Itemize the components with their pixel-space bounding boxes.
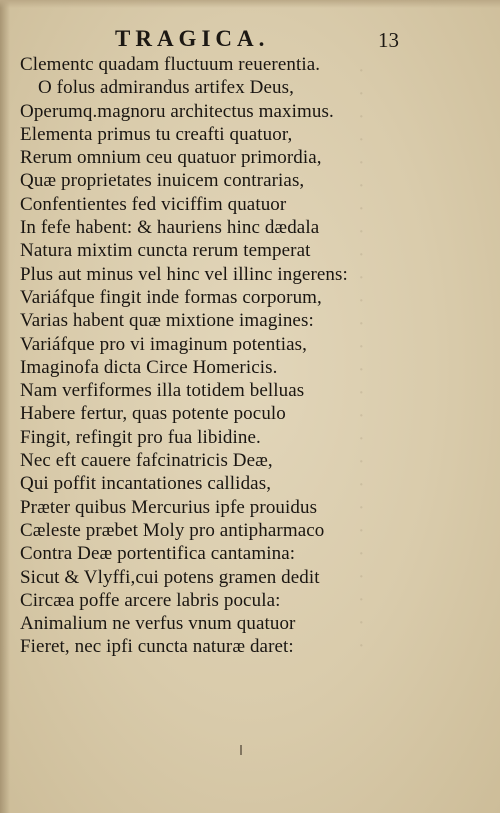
- verse-line: Habere fertur, quas potente poculo: [20, 403, 286, 425]
- verse-line: Elementa primus tu creafti quatuor,: [20, 123, 293, 145]
- verse-line: Contra Deæ portentifica cantamina:: [20, 543, 296, 565]
- verse-line: Fingit, refingit pro fua libidine.: [20, 426, 261, 448]
- verse-line: Natura mixtim cuncta rerum temperat: [20, 240, 311, 262]
- verse-line: Nam verfiformes illa totidem belluas: [20, 380, 305, 402]
- verse-line: Præter quibus Mercurius ipfe prouidus: [20, 496, 318, 518]
- verse-line: Sicut & Vlyffi,cui potens gramen dedit: [20, 566, 320, 588]
- bleed-through-ink: · · · · · · · · · · · · · · · · · · · · · · · · · ·: [358, 60, 365, 657]
- verse-line: Fieret, nec ipfi cuncta naturæ daret:: [20, 636, 294, 658]
- verse-text: [20, 53, 420, 659]
- verse-line: Clementc quadam fluctuum reuerentia.: [20, 54, 321, 75]
- verse-line: Cæleste præbet Moly pro antipharmaco: [20, 519, 325, 541]
- verse-line: Plus aut minus vel hinc vel illinc ingerens:: [20, 263, 348, 285]
- page-top-shadow: [0, 0, 500, 8]
- verse-line: Confentientes fed viciffim quatuor: [20, 193, 287, 215]
- verse-line: Qui poffit incantationes callidas,: [20, 473, 272, 495]
- verse-line: O folus admirandus artifex Deus,: [38, 77, 294, 99]
- verse-line: Varias habent quæ mixtione imagines:: [20, 310, 314, 332]
- running-title: TRAGICA.: [115, 26, 270, 51]
- verse-line: Rerum omnium ceu quatuor primordia,: [20, 147, 322, 169]
- verse-line: Variáfque pro vi imaginum potentias,: [20, 333, 307, 355]
- verse-line: Circæa poffe arcere labris pocula:: [20, 589, 281, 611]
- verse-line: Animalium ne verfus vnum quatuor: [20, 613, 296, 635]
- verse-line: Imaginofa dicta Circe Homericis.: [20, 356, 278, 378]
- verse-line: Nec eft cauere fafcinatricis Deæ,: [20, 450, 273, 472]
- ink-speck: [240, 745, 242, 755]
- page-number: 13: [378, 28, 399, 52]
- page-gutter-shadow: [0, 0, 10, 813]
- verse-line: Quæ proprietates inuicem contrarias,: [20, 170, 305, 192]
- verse-line: Variáfque fingit inde formas corporum,: [20, 286, 322, 308]
- verse-line: In fefe habent: & hauriens hinc dædala: [20, 217, 320, 239]
- verse-line: Operumq.magnoru architectus maximus.: [20, 100, 334, 122]
- page-header: [0, 26, 500, 52]
